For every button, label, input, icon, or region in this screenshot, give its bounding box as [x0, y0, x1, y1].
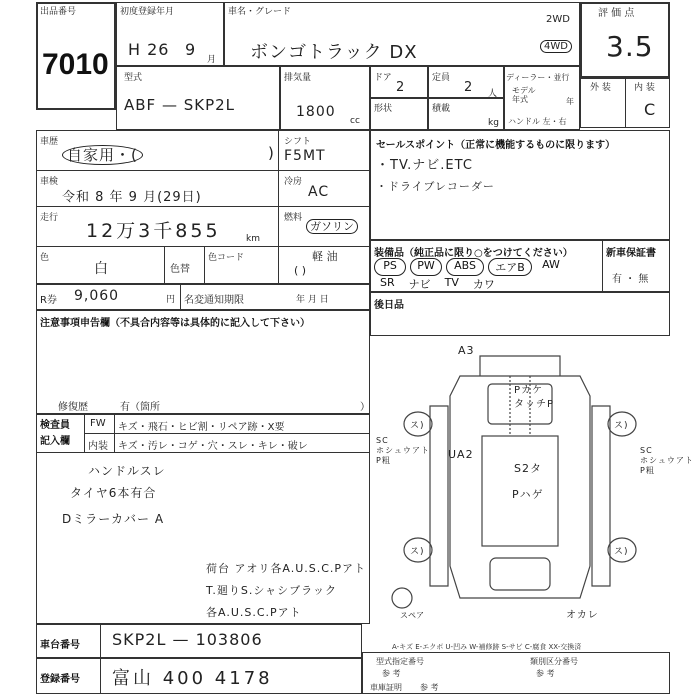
- shift-label: シフト: [284, 137, 312, 147]
- score-label: 評 価 点: [598, 8, 635, 19]
- class-label: 類別区分番号: [530, 657, 578, 666]
- equipment-row-1: [374, 258, 566, 276]
- tire-mark-rl: ス): [410, 547, 425, 557]
- diagram-spare-label: スペア: [400, 611, 424, 620]
- diagram-note-left-sc: SC ホシュウアト P粗: [376, 436, 430, 465]
- inspector-label: 検査員 記入欄: [40, 420, 70, 447]
- equip-ps: PS: [374, 258, 406, 276]
- equip-navi: ナビ: [408, 278, 431, 291]
- ac-label: 冷房: [284, 177, 303, 187]
- int-codes: キズ・汚レ・コゲ・穴・スレ・キレ・破レ: [118, 441, 308, 452]
- drive-4wd: 4WD: [540, 40, 572, 53]
- fuel-paren: ( ): [294, 264, 307, 277]
- deadline-label: 名変通知期限: [184, 295, 244, 306]
- lot-number-label: 出品番号: [40, 7, 77, 17]
- ext-int-divider: [625, 78, 626, 128]
- deadline-value: 年 月 日: [296, 295, 329, 305]
- warranty-label: 新車保証書: [606, 248, 656, 259]
- recycle-value: 9,060: [74, 288, 120, 304]
- displacement-value: 1800: [296, 104, 336, 120]
- history-close: ): [268, 144, 275, 162]
- h-line-2: [36, 206, 370, 207]
- type-ref: 参 考: [382, 669, 401, 678]
- color-swatch-label: 色替: [170, 264, 190, 275]
- load-unit: kg: [488, 118, 499, 128]
- reg-cert-label: 車庫証明: [370, 683, 402, 692]
- fw-codes: キズ・飛石・ヒビ割・リペア跡・X要: [118, 422, 285, 433]
- diagram-note-s2: S2タ: [514, 462, 542, 475]
- v-line-3: [204, 246, 205, 284]
- door-label: ドア: [374, 73, 392, 83]
- interior-value: C: [644, 100, 657, 119]
- sales-points-title: セールスポイント（正常に機能するものに限ります）: [376, 140, 616, 151]
- int-label: 内装: [88, 441, 108, 452]
- vehicle-name-value: ボンゴトラック DX: [250, 42, 418, 63]
- h-line-3: [36, 246, 370, 247]
- repair-close: ）: [360, 402, 370, 413]
- reg-cert-ref: 参 考: [420, 683, 439, 692]
- model-year-label: モデル 年式: [512, 86, 536, 104]
- type-label: 型式指定番号: [376, 657, 424, 666]
- equip-airbag: エアB: [488, 258, 532, 276]
- recycle-divider: [180, 284, 181, 310]
- first-reg-label: 初度登録年月: [120, 7, 175, 17]
- warranty-value: 有 ・ 無: [612, 274, 649, 285]
- fuel-gasoline: [306, 218, 358, 234]
- diagram-note-rear: オカレ: [566, 610, 599, 621]
- repair-value: 有（箇所: [120, 402, 160, 413]
- inspector-note-3: Dミラーカバー A: [62, 512, 165, 526]
- diagram-note-a3: A3: [458, 344, 475, 357]
- capacity-unit: 人: [488, 89, 498, 99]
- recycle-label: R券: [40, 295, 57, 306]
- first-reg-month: 9: [185, 40, 197, 59]
- inspection-value: 令和 8 年 9 月(29日): [62, 190, 202, 205]
- diagram-note-p-chip: Pカケ タッチP: [514, 385, 555, 410]
- door-value: 2: [396, 80, 406, 95]
- equip-tv: TV: [444, 276, 459, 289]
- history-value: [62, 144, 143, 165]
- diagram-note-t: T.廻りS.シャシブラック: [206, 584, 337, 597]
- diagram-note-bed: 荷台 アオリ各A.U.S.C.Pアト: [206, 562, 367, 575]
- equip-abs: ABS: [446, 258, 484, 276]
- shape-label: 形状: [374, 104, 393, 114]
- color-code-label: 色コード: [208, 253, 245, 263]
- equip-sr: SR: [380, 276, 395, 289]
- v-line-1: [278, 130, 279, 284]
- chassis-value: SKP2L — 103806: [112, 630, 263, 649]
- inspector-note-1: ハンドルスレ: [88, 464, 166, 478]
- equip-pw: PW: [410, 258, 442, 276]
- left-side-outline: [430, 406, 448, 586]
- sales-point-1: ・TV.ナビ.ETC: [376, 158, 473, 173]
- reg-value: 富山 400 4178: [112, 668, 273, 689]
- displacement-label: 排気量: [284, 73, 312, 83]
- h-line-1: [36, 170, 370, 171]
- equipment-title: 装備品（純正品に限り○をつけてください）: [374, 248, 573, 259]
- sales-point-2: ・ドライブレコーダー: [376, 180, 495, 193]
- tire-mark-rr: ス): [614, 547, 629, 557]
- first-reg-value: H 26: [128, 40, 170, 59]
- exterior-label: 外 装: [590, 83, 611, 93]
- class-ref: 参 考: [536, 669, 555, 678]
- vehicle-name-label: 車名・グレード: [228, 7, 292, 17]
- mileage-value: 12万3千855: [86, 220, 221, 242]
- notes-title: 注意事項申告欄（不具合内容等は具体的に記入して下さい）: [40, 318, 310, 329]
- interior-label: 内 装: [634, 83, 655, 93]
- history-circle: 自家用・(: [62, 145, 143, 165]
- month-unit: 月: [207, 55, 217, 65]
- drive-2wd: 2WD: [546, 14, 570, 25]
- fuel-label: 燃料: [284, 213, 303, 223]
- mileage-label: 走行: [40, 213, 59, 223]
- inspection-label: 車検: [40, 177, 59, 187]
- inspector-note-2: タイヤ6本有合: [70, 486, 157, 500]
- diagram-note-ua2: UA2: [448, 448, 474, 461]
- diagram-note-p-hage: Pハゲ: [512, 488, 544, 501]
- after-items-label: 後日品: [374, 300, 404, 311]
- model-value: ABF — SKP2L: [124, 96, 236, 114]
- mileage-unit: km: [246, 234, 260, 244]
- fuel-diesel: 軽 油: [312, 250, 338, 263]
- color-value: 白: [94, 261, 109, 277]
- tire-mark-fl: ス): [410, 421, 425, 431]
- reg-label: 登録番号: [40, 674, 80, 685]
- diagram-note-right-sc: SC ホシュウアト P粗: [640, 446, 694, 475]
- repair-label: 修復歴: [58, 402, 88, 413]
- spare-wheel: [392, 588, 412, 608]
- handle-label: ハンドル 左・右: [508, 117, 567, 126]
- load-label: 積載: [432, 104, 451, 114]
- chassis-label: 車台番号: [40, 640, 80, 651]
- equipment-row-2: [380, 276, 495, 292]
- fw-label: FW: [90, 418, 106, 429]
- equip-aw: AW: [542, 258, 560, 271]
- displacement-unit: cc: [350, 116, 360, 126]
- recycle-unit: 円: [166, 295, 176, 305]
- year-unit: 年: [566, 97, 574, 106]
- inspector-h-mid: [84, 433, 370, 434]
- inspector-divider: [36, 452, 370, 453]
- dealer-label: ディーラー・並行: [506, 73, 570, 82]
- rear-window: [490, 558, 550, 590]
- history-label: 車歴: [40, 137, 59, 147]
- color-label: 色: [40, 253, 50, 263]
- cab-roof: [480, 356, 560, 376]
- v-line-2: [164, 246, 165, 284]
- equip-leather: カワ: [472, 278, 495, 291]
- right-side-outline: [592, 406, 610, 586]
- tire-mark-fr: ス): [614, 421, 629, 431]
- fuel-gasoline-circle: ガソリン: [306, 219, 358, 234]
- ac-value: AC: [308, 184, 330, 200]
- equip-divider: [602, 240, 603, 292]
- model-label: 型式: [124, 73, 143, 83]
- damage-legend: A-キズ E-エクボ U-凹み W-補修跡 S-サビ C-腐食 XX-交換済: [392, 643, 582, 651]
- after-items-cell: [370, 292, 670, 336]
- capacity-label: 定員: [432, 73, 451, 83]
- score-value: 3.5: [606, 30, 654, 63]
- lot-number: 7010: [42, 48, 109, 81]
- diagram-note-each: 各A.U.S.C.Pアト: [206, 606, 302, 619]
- capacity-value: 2: [464, 80, 474, 95]
- shift-value: F5MT: [284, 148, 326, 164]
